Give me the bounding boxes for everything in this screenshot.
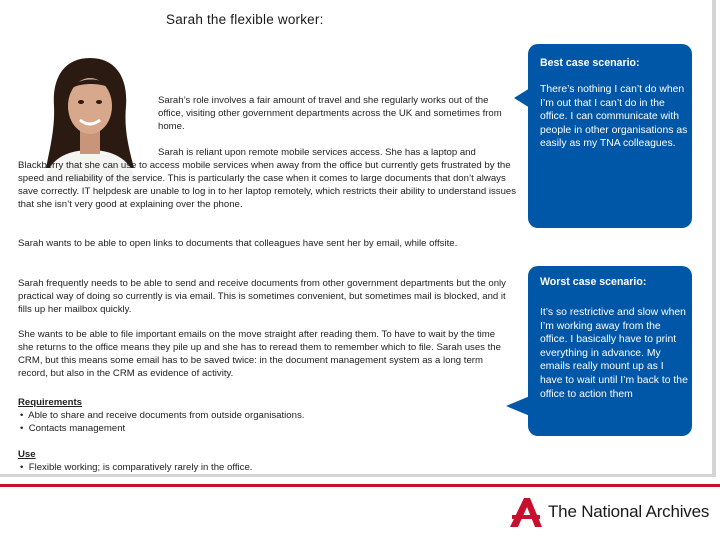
links-paragraph: Sarah wants to be able to open links to documents that colleagues have sent her by email, while offsite. [18,238,458,249]
worst-case-bubble [528,266,692,436]
page-title: Sarah the flexible worker: [166,12,324,27]
requirement-text: Able to share and receive documents from outside organisations. [28,410,305,421]
requirements-heading: Requirements [18,397,82,408]
requirements-section [18,396,498,435]
logo-wordmark: The National Archives [548,502,710,521]
best-case-heading: Best case scenario: [540,57,640,69]
worst-case-heading: Worst case scenario: [540,276,647,288]
use-section [18,448,498,474]
use-text: Flexible working; is comparatively rarely in the office. [28,462,253,473]
archives-a-icon [508,495,544,529]
filing-paragraph: She wants to be able to file important emails on the move straight after reading them. To have to wait by the time she returns to the office means they pile up and she has to reread them to remember which to file. Sarah uses the CRM, but this means some email has to be saved twice: in the document management system as a long term record, but also in the CRM as evidence of activity. [18,329,501,379]
use-heading: Use [18,449,36,460]
list-item: • Flexible working; is comparatively rarely in the office. [20,462,253,473]
best-case-bubble [528,44,692,228]
worst-case-text: It’s so restrictive and slow when I’m working away from the office. I basically have to print everything in advance. My emails really mount up as I have to wait until I’m back to the office to action them [540,307,688,400]
reliance-paragraph [18,146,518,211]
national-archives-logo [508,495,708,529]
documents-paragraph: Sarah frequently needs to be able to send and receive documents from other government departments but the only practical way of doing so currently is via email. This is sometimes convenient, but sometimes mail is blocked, and it fills up her mailbox quickly. [18,278,506,315]
requirement-text: Contacts management [28,423,126,434]
best-case-text: There’s nothing I can’t do when I’m out that I can’t do in the office. I can communicate with people in other organisations as easily as my TNA colleagues. [540,84,688,150]
intro-paragraph: Sarah’s role involves a fair amount of travel and she regularly works out of the office, visiting other government departments across the UK and sometimes from home. [158,95,502,132]
worst-case-bubble-tail [506,396,530,416]
list-item: • Able to share and receive documents from outside organisations. [20,410,305,421]
footer-divider [0,484,720,487]
list-item: • Contacts management [20,423,126,434]
reliance-text: Sarah is reliant upon remote mobile services access. She has a laptop and Blackberry that she can use to access mobile services when away from the office but currently gets frustrated by the speed and reliability of the service. This is particularly the case when it comes to large documents that don’t always save correctly. IT helpdesk are unable to log in to her laptop remotely, which restricts their ability to understand issues that she isn’t very good at explaining over the phone. [18,147,517,210]
